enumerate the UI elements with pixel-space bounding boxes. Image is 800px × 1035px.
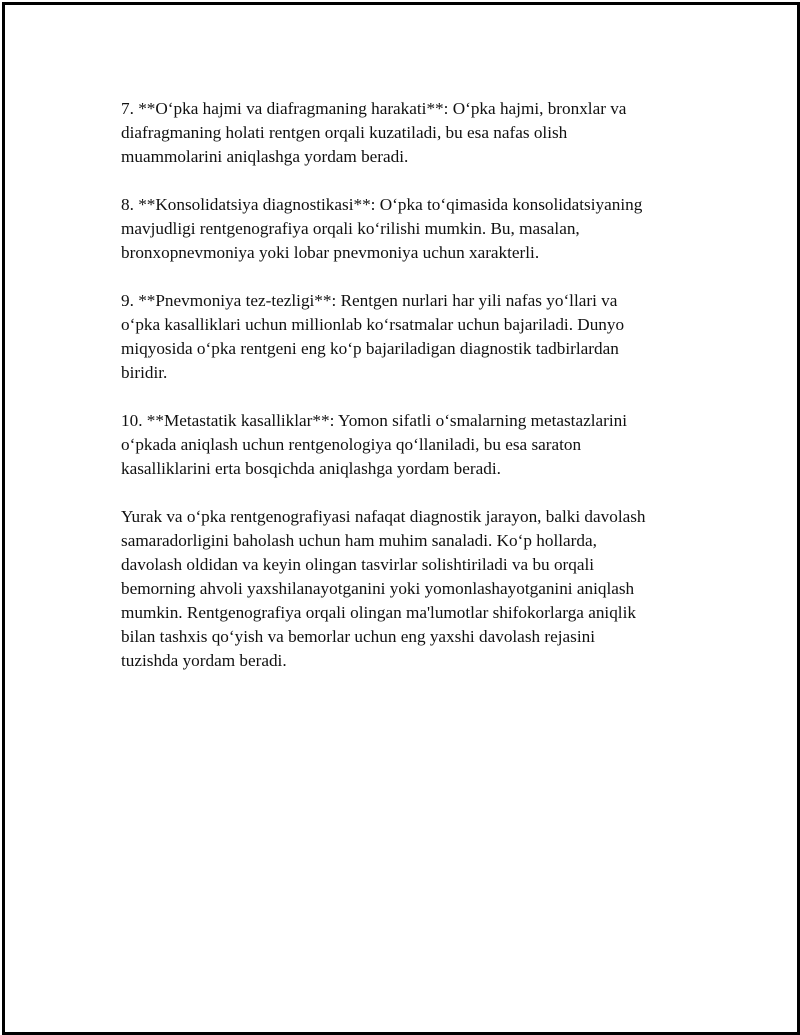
conclusion-paragraph: Yurak va o‘pka rentgenografiyasi nafaqat diagnostik jarayon, balki davolash samaradorligini baholash uchun ham muhim sanaladi. Ko‘p hollarda, davolash oldidan va keyin olingan tasvirlar solishtiriladi va bu orqali bemorning ahvoli yaxshilanayotganini yoki yomonlashayotganini aniqlash mumkin. Rentgenografiya orqali olingan ma'lumotlar shifokorlarga aniqlik bilan tashxis qo‘yish va bemorlar uchun eng yaxshi davolash rejasini tuzishda yordam beradi. xyxy=(121,507,646,670)
list-item-9: 9. **Pnevmoniya tez-tezligi**: Rentgen nurlari har yili nafas yo‘llari va o‘pka kasalliklari uchun millionlab ko‘rsatmalar uchun bajariladi. Dunyo miqyosida o‘pka rentgeni eng ko‘p bajariladigan diagnostik tadbirlardan biridir. xyxy=(121,291,625,382)
list-item-8: 8. **Konsolidatsiya diagnostikasi**: O‘pka to‘qimasida konsolidatsiyaning mavjudligi rentgenografiya orqali ko‘rilishi mumkin. Bu, masalan, bronxopnevmoniya yoki lobar pnevmoniya uchun xarakterli. xyxy=(121,195,643,262)
page-frame xyxy=(2,2,800,1035)
list-item-10: 10. **Metastatik kasalliklar**: Yomon sifatli o‘smalarning metastazlarini o‘pkada aniqlash uchun rentgenologiya qo‘llaniladi, bu esa saraton kasalliklarini erta bosqichda aniqlashga yordam beradi. xyxy=(121,411,627,478)
document-body xyxy=(121,97,701,697)
list-item-7: 7. **O‘pka hajmi va diafragmaning harakati**: O‘pka hajmi, bronxlar va diafragmaning holati rentgen orqali kuzatiladi, bu esa nafas olish muammolarini aniqlashga yordam beradi. xyxy=(121,99,627,166)
